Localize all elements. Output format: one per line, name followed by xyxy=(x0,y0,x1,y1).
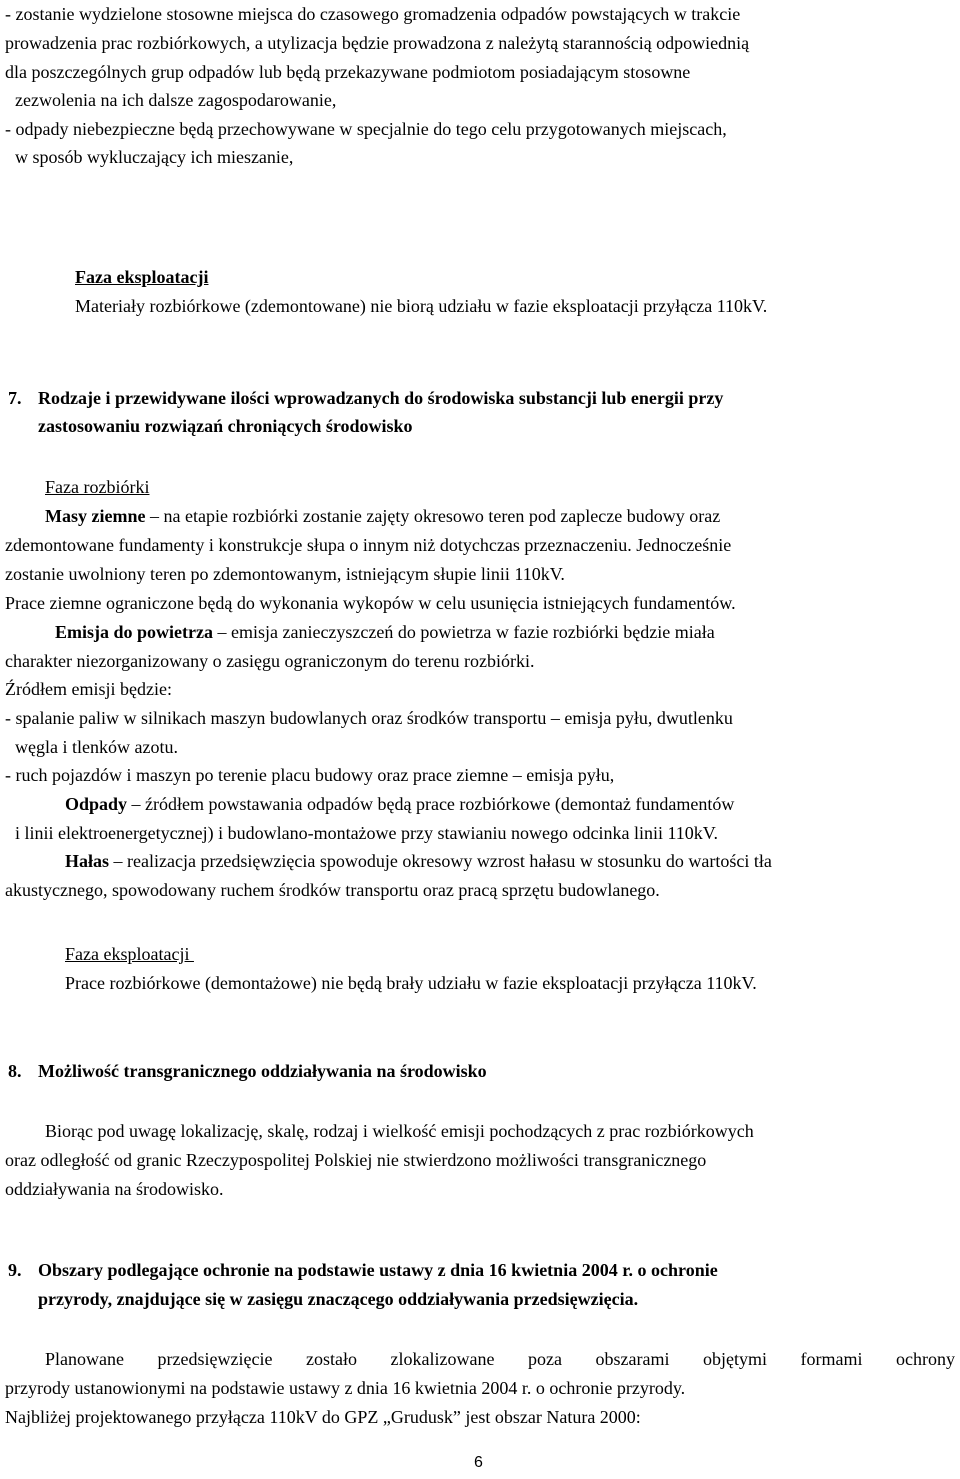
spalanie-line-1: - spalanie paliw w silnikach maszyn budowlanych oraz środków transportu – emisja pyłu, dwutlenku xyxy=(5,708,733,728)
section-9-line-1: Planowane przedsięwzięcie zostało zlokalizowane poza obszarami objętymi formami ochrony xyxy=(45,1349,955,1369)
intro-line-6: w sposób wykluczający ich mieszanie, xyxy=(15,147,294,167)
masy-ziemne-line-3: zostanie uwolniony teren po zdemontowanym, istniejącym słupie linii 110kV. xyxy=(5,564,565,584)
section-7-number: 7. xyxy=(8,388,22,408)
halas-line-1 xyxy=(65,849,772,873)
intro-line-4: zezwolenia na ich dalsze zagospodarowanie, xyxy=(15,90,337,110)
emisja-text: – emisja zanieczyszczeń do powietrza w fazie rozbiórki będzie miała xyxy=(212,622,715,642)
halas-line-2: akustycznego, spowodowany ruchem środków transportu oraz pracą sprzętu budowlanego. xyxy=(5,880,660,900)
exploitation-heading-1: Faza eksploatacji xyxy=(75,267,209,287)
section-9-title-line-1: Obszary podlegające ochronie na podstawie ustawy z dnia 16 kwietnia 2004 r. o ochronie xyxy=(38,1260,718,1280)
section-7-title-line-1: Rodzaje i przewidywane ilości wprowadzanych do środowiska substancji lub energii przy xyxy=(38,388,724,408)
masy-ziemne-text: – na etapie rozbiórki zostanie zajęty okresowo teren pod zaplecze budowy oraz xyxy=(145,506,721,526)
intro-line-2: prowadzenia prac rozbiórkowych, a utylizacja będzie prowadzona z należytą starannością odpowiednią xyxy=(5,33,750,53)
masy-ziemne-line-2: zdemontowane fundamenty i konstrukcje słupa o innym niż dotychczas przeznaczeniu. Jednocześnie xyxy=(5,535,732,555)
ruch-pojazdow-line: - ruch pojazdów i maszyn po terenie placu budowy oraz prace ziemne – emisja pyłu, xyxy=(5,765,615,785)
section-8-number: 8. xyxy=(8,1061,22,1081)
demolition-heading: Faza rozbiórki xyxy=(45,477,150,497)
intro-line-3: dla poszczególnych grup odpadów lub będą przekazywane podmiotom posiadającym stosowne xyxy=(5,62,691,82)
section-7-title-line-2: zastosowaniu rozwiązań chroniących środowisko xyxy=(38,416,413,436)
section-8-line-2: oraz odległość od granic Rzeczypospolitej Polskiej nie stwierdzono możliwości transgranicznego xyxy=(5,1150,707,1170)
spalanie-line-2: węgla i tlenków azotu. xyxy=(15,737,178,757)
masy-ziemne-label: Masy ziemne xyxy=(45,506,146,526)
page-number: 6 xyxy=(474,1454,483,1471)
exploitation-text-1: Materiały rozbiórkowe (zdemontowane) nie biorą udziału w fazie eksploatacji przyłącza 110kV. xyxy=(75,296,768,316)
section-8-line-1: Biorąc pod uwagę lokalizację, skalę, rodzaj i wielkość emisji pochodzących z prac rozbiórkowych xyxy=(45,1121,754,1141)
halas-label: Hałas xyxy=(65,851,110,871)
section-9-number: 9. xyxy=(8,1260,22,1280)
masy-ziemne-line-1 xyxy=(45,504,720,528)
emission-sources-heading: Źródłem emisji będzie: xyxy=(5,679,172,699)
exploitation-heading-2: Faza eksploatacji xyxy=(65,944,194,964)
emisja-line-2: charakter niezorganizowany o zasięgu ograniczonym do terenu rozbiórki. xyxy=(5,651,535,671)
intro-line-5: - odpady niebezpieczne będą przechowywane w specjalnie do tego celu przygotowanych miejscach, xyxy=(5,119,727,139)
odpady-line-2: i linii elektroenergetycznej) i budowlano-montażowe przy stawianiu nowego odcinka linii 110kV. xyxy=(15,823,718,843)
section-9-line-2: przyrody ustanowionymi na podstawie ustawy z dnia 16 kwietnia 2004 r. o ochronie przyrody. xyxy=(5,1378,686,1398)
section-9-title-line-2: przyrody, znajdujące się w zasięgu znaczącego oddziaływania przedsięwzięcia. xyxy=(38,1289,639,1309)
intro-line-1: - zostanie wydzielone stosowne miejsca do czasowego gromadzenia odpadów powstających w trakcie xyxy=(5,4,741,24)
odpady-line-1 xyxy=(65,792,734,816)
section-9-line-3: Najbliżej projektowanego przyłącza 110kV do GPZ „Grudusk” jest obszar Natura 2000: xyxy=(5,1407,641,1427)
section-8-line-3: oddziaływania na środowisko. xyxy=(5,1179,224,1199)
section-8-title: Możliwość transgranicznego oddziaływania na środowisko xyxy=(38,1061,487,1081)
emisja-line-1 xyxy=(55,620,715,644)
masy-ziemne-line-4: Prace ziemne ograniczone będą do wykonania wykopów w celu usunięcia istniejących fundamentów. xyxy=(5,593,736,613)
odpady-label: Odpady xyxy=(65,794,128,814)
halas-text: – realizacja przedsięwzięcia spowoduje okresowy wzrost hałasu w stosunku do wartości tła xyxy=(109,851,772,871)
exploitation-text-2: Prace rozbiórkowe (demontażowe) nie będą brały udziału w fazie eksploatacji przyłącza 110kV. xyxy=(65,973,757,993)
emisja-label: Emisja do powietrza xyxy=(55,622,213,642)
odpady-text: – źródłem powstawania odpadów będą prace rozbiórkowe (demontaż fundamentów xyxy=(127,794,735,814)
